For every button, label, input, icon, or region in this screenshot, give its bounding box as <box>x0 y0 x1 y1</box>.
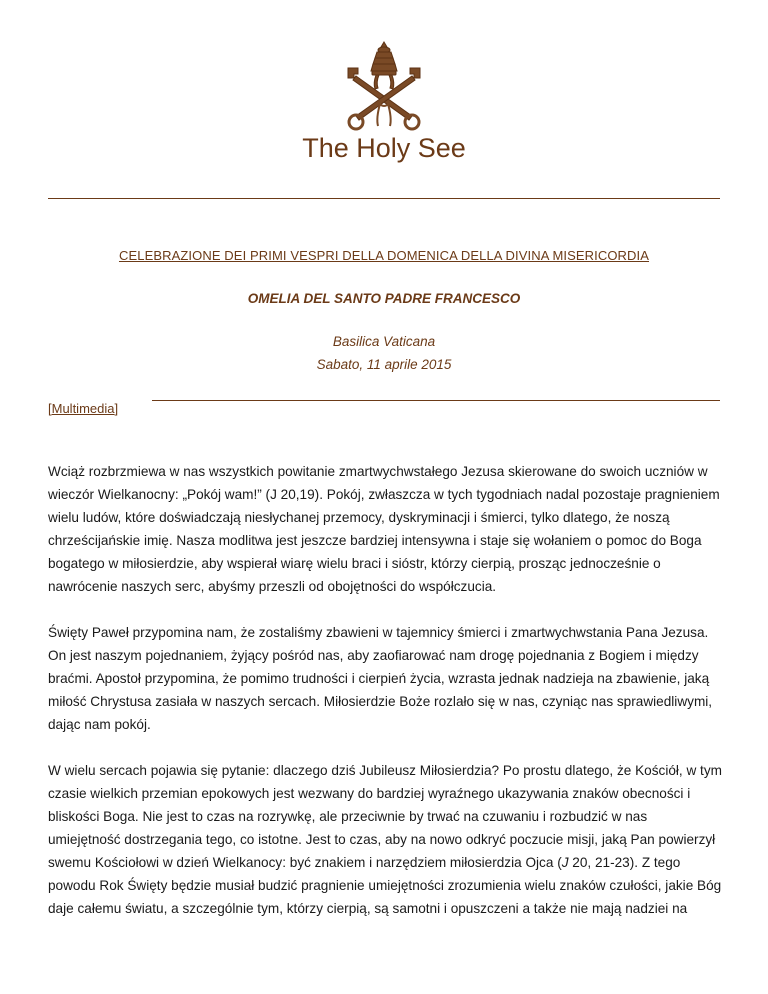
event-place: Basilica Vaticana <box>332 334 436 349</box>
multimedia-link-wrapper[interactable] <box>48 401 118 416</box>
paragraph-3-start: W wielu sercach pojawia się pytanie: dlaczego dziś Jubileusz Miłosierdzia? Po prostu dlatego, że Kościół, w tym czasie wielkich przemian epokowych jest wezwany do bardziej wyraźnego ukazywania znaków obecności i bliskości Boga. Nie jest to czas na rozrywkę, ale przeciwnie by trwać na czuwaniu i rozbudzić w nas umiejętność dostrzegania tego, co istotne. Jest to czas, aby na nowo odkryć poczucie misji, jaką Pan powierzył swemu Kościołowi w dzień Wielkanocy: być znakiem i narzędziem miłosierdzia Ojca ( <box>48 763 722 870</box>
multimedia-bracket-open: [ <box>48 401 52 416</box>
multimedia-link[interactable]: Multimedia <box>51 401 115 416</box>
event-date: Sabato, 11 aprile 2015 <box>316 357 452 372</box>
paragraph-3 <box>48 759 723 920</box>
papal-coat-of-arms-icon <box>334 40 434 132</box>
paragraph-3-end: 20, 21-23). Z tego powodu Rok Święty będzie musiał budzić pragnienie umiejętności zrozumienia wielu znaków czułości, jakie Bóg daje całemu światu, a szczególnie tym, którzy cierpią, są samotni i opuszczeni a także nie mają nadziei na <box>48 855 722 916</box>
paragraph-1: Wciąż rozbrzmiewa w nas wszystkich powitanie zmartwychwstałego Jezusa skierowane do swoich uczniów w wieczór Wielkanocny: „Pokój wam!” (J 20,19). Pokój, zwłaszcza w tych tygodniach nadal pozostaje pragnieniem wielu ludów, które doświadczają niesłychanej przemocy, dyskryminacji i śmierci, tylko dlatego, że noszą chrześcijańskie imię. Nasza modlitwa jest jeszcze bardziej intensywna i staje się wołaniem o pomoc do Boga bogatego w miłosierdzie, aby wspierał wiarę wielu braci i sióstr, którzy cierpią, prosząc jednocześnie o nawrócenie naszych serc, abyśmy przeszli od obojętności do współczucia. <box>48 464 720 594</box>
homily-title: OMELIA DEL SANTO PADRE FRANCESCO <box>247 291 521 306</box>
site-title[interactable]: The Holy See <box>302 133 466 163</box>
header-divider <box>48 198 720 199</box>
scripture-ref-italic: J <box>561 855 569 870</box>
homily-body <box>48 460 723 943</box>
paragraph-2: Święty Paweł przypomina nam, że zostaliśmy zbawieni w tajemnicy śmierci i zmartwychwstania Pana Jezusa. On jest naszym pojednaniem, żyjący pośród nas, aby zaofiarować nam drogę pojednania z Bogiem i między braćmi. Apostoł przypomina, że pomimo trudności i cierpień życia, wzrasta jednak nadzieja na zbawienie, jaką miłość Chrystusa zasiała w naszych sercach. Miłosierdzie Boże rozlało się w nas, czyniąc nas sprawiedliwymi, dając nam pokój. <box>48 625 713 732</box>
celebration-link[interactable]: CELEBRAZIONE DEI PRIMI VESPRI DELLA DOMENICA DELLA DIVINA MISERICORDIA <box>118 248 650 263</box>
multimedia-divider <box>152 400 720 401</box>
multimedia-bracket-close: ] <box>114 401 119 416</box>
